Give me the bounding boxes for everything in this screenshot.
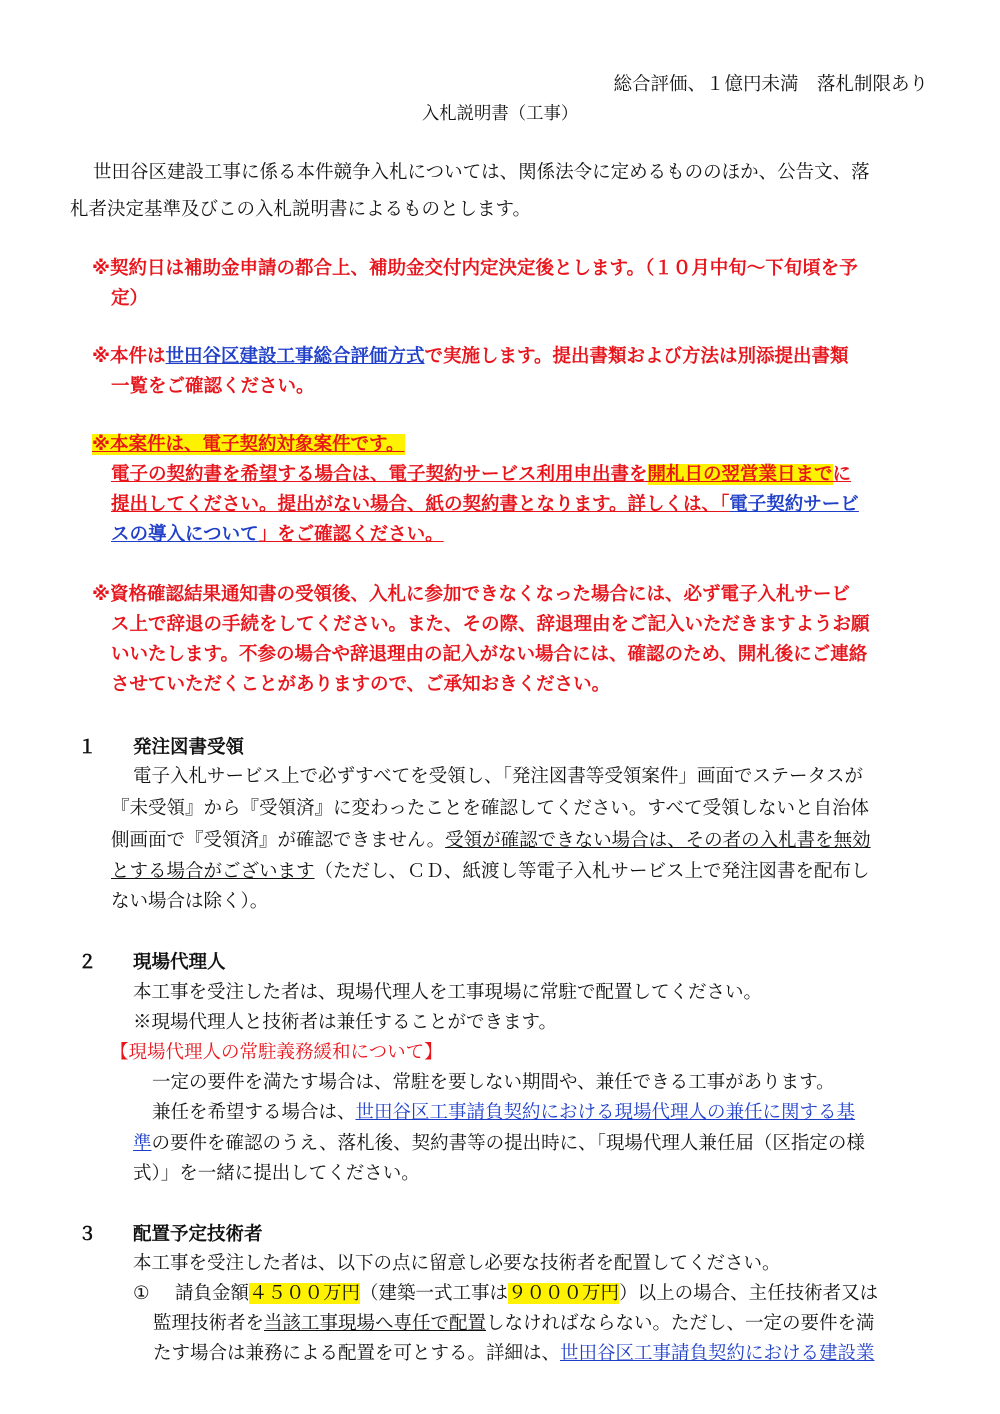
section-1-line-5: ない場合は除く）。	[111, 891, 269, 912]
construction-rules-link[interactable]: 世田谷区工事請負契約における建設業	[560, 1343, 875, 1364]
agent-concurrent-rules-link[interactable]: 世田谷区工事請負契約における現場代理人の兼任に関する基	[355, 1102, 856, 1123]
notice-withdrawal-2: ス上で辞退の手続をしてください。また、その際、辞退理由をご記入いただきますようお願	[111, 614, 870, 635]
section-2-line-2: ※現場代理人と技術者は兼任することができます。	[133, 1012, 558, 1033]
section-2-heading: ２ 現場代理人	[78, 952, 226, 973]
section-3-item-1: ① 請負金額４５００万円（建築一式工事は９０００万円）以上の場合、主任技術者又は	[133, 1283, 879, 1304]
section-3-item-1-line-3: たす場合は兼務による配置を可とする。詳細は、世田谷区工事請負契約における建設業	[153, 1343, 875, 1364]
notice-evaluation-method: ※本件は世田谷区建設工事総合評価方式で実施します。提出書類および方法は別添提出書類	[92, 346, 849, 367]
notice-withdrawal-4: させていただくことがありますので、ご承知おきください。	[111, 674, 611, 695]
evaluation-method-link[interactable]: 世田谷区建設工事総合評価方式	[165, 346, 425, 367]
notice-econtract-line-1: 電子の契約書を希望する場合は、電子契約サービス利用申出書を開札日の翌営業日までに	[111, 464, 852, 485]
deadline-highlight: 開札日の翌営業日まで	[647, 464, 833, 485]
document-category: 総合評価、１億円未満 落札制限あり	[613, 74, 928, 95]
section-2-line-1: 本工事を受注した者は、現場代理人を工事現場に常駐で配置してください。	[133, 982, 763, 1003]
notice-econtract-line-3: スの導入について」をご確認ください。	[111, 524, 444, 545]
notice-econtract-line-2: 提出してください。提出がない場合、紙の契約書となります。詳しくは、「電子契約サービ	[111, 494, 859, 515]
section-3-heading: ３ 配置予定技術者	[78, 1224, 263, 1245]
section-3-item-1-line-2: 監理技術者を当該工事現場へ専任で配置しなければならない。ただし、一定の要件を満	[153, 1313, 875, 1334]
notice-withdrawal-3: いいたします。不参の場合や辞退理由の記入がない場合には、確認のため、開札後にご連絡	[111, 644, 868, 665]
section-2-subheading: 【現場代理人の常駐義務緩和について】	[110, 1042, 443, 1063]
section-1-line-4: とする場合がございます（ただし、ＣＤ、紙渡し等電子入札サービス上で発注図書を配布し	[111, 861, 870, 882]
section-2-line-6: 式）」を一緒に提出してください。	[133, 1163, 420, 1184]
section-2-line-5: 準の要件を確認のうえ、落札後、契約書等の提出時に、「現場代理人兼任届（区指定の様	[133, 1133, 865, 1154]
section-2-line-4: 兼任を希望する場合は、世田谷区工事請負契約における現場代理人の兼任に関する基	[152, 1102, 856, 1123]
intro-line-2: 札者決定基準及びこの入札説明書によるものとします。	[70, 199, 532, 220]
amount-highlight-building: ９０００万円	[508, 1283, 620, 1304]
econtract-service-link[interactable]: 電子契約サービ	[729, 494, 859, 515]
notice-withdrawal-1: ※資格確認結果通知書の受領後、入札に参加できなくなった場合には、必ず電子入札サービ	[92, 584, 850, 605]
section-1-line-2: 『未受領』から『受領済』に変わったことを確認してください。すべて受領しないと自治体	[111, 798, 869, 819]
section-3-line-1: 本工事を受注した者は、以下の点に留意し必要な技術者を配置してください。	[133, 1253, 781, 1274]
amount-highlight: ４５００万円	[249, 1283, 361, 1304]
notice-contract-date-cont: 定）	[111, 288, 149, 309]
intro-line-1: 世田谷区建設工事に係る本件競争入札については、関係法令に定めるもののほか、公告文、落	[93, 162, 870, 183]
section-1-heading: １ 発注図書受領	[78, 737, 245, 758]
section-1-line-1: 電子入札サービス上で必ずすべてを受領し、「発注図書等受領案件」画面でステータスが	[133, 766, 864, 787]
section-1-line-3: 側画面で『受領済』が確認できません。受領が確認できない場合は、その者の入札書を無効	[111, 830, 871, 851]
notice-econtract-title: ※本案件は、電子契約対象案件です。	[92, 434, 405, 455]
econtract-service-link-cont[interactable]: スの導入について	[111, 524, 259, 545]
notice-contract-date: ※契約日は補助金申請の都合上、補助金交付内定決定後とします。（１０月中旬～下旬頃を予	[92, 258, 858, 279]
section-2-line-3: 一定の要件を満たす場合は、常駐を要しない期間や、兼任できる工事があります。	[152, 1072, 835, 1093]
notice-evaluation-method-cont: 一覧をご確認ください。	[111, 376, 315, 397]
agent-concurrent-rules-link-cont[interactable]: 準	[133, 1133, 152, 1154]
document-title: 入札説明書（工事）	[421, 104, 579, 124]
